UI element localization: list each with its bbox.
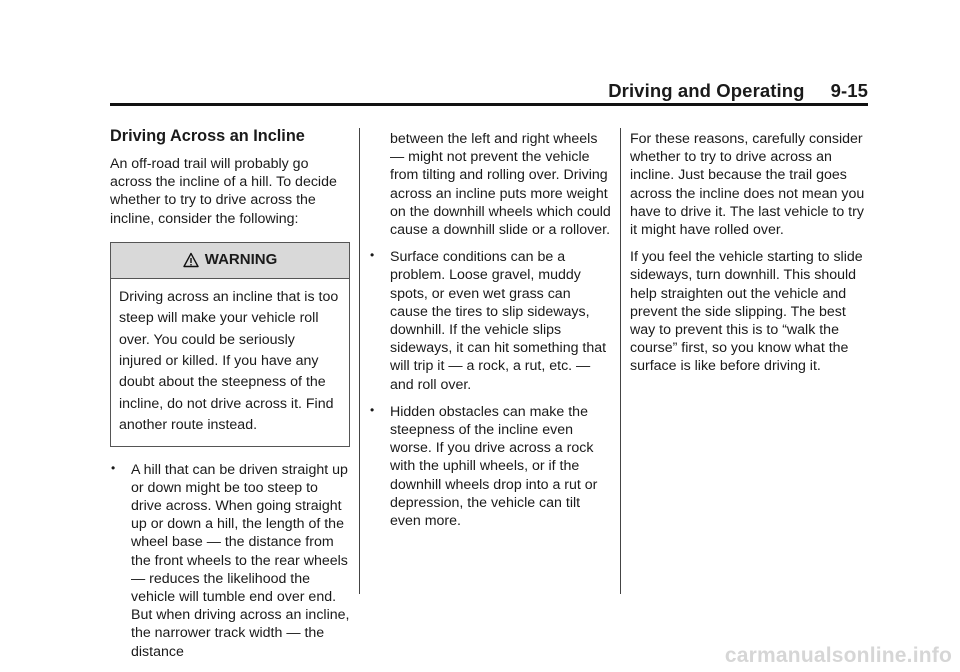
list-item — [369, 248, 611, 394]
intro-paragraph: An off-road trail will probably go across the incline of a hill. To decide whether to try to drive across the incline, consider the following: — [110, 156, 337, 227]
watermark: carmanualsonline.info — [724, 644, 952, 667]
warning-header — [111, 243, 349, 279]
page-number: 9-15 — [830, 80, 868, 101]
column-divider — [620, 128, 621, 594]
column-1 — [110, 126, 350, 670]
bullet-icon: • — [370, 248, 375, 263]
bullet-text: Surface conditions can be a problem. Loose gravel, muddy spots, or even wet grass can cause the tires to slip sideways, downhill. If the vehicle slips sideways, it can hit something that will trip it — a rock, a rut, etc. — and roll over. — [390, 249, 607, 393]
column-3 — [630, 130, 870, 385]
bullet-icon: • — [370, 402, 375, 417]
column-divider — [359, 128, 360, 594]
paragraph: If you feel the vehicle starting to slide sideways, turn downhill. This should help straighten out the vehicle and prevent the side slipping. The best way to prevent this is to “walk the course” first, so you know what the surface is like before driving it. — [630, 249, 863, 375]
section-title: Driving and Operating — [608, 80, 805, 101]
page-header — [608, 80, 868, 102]
bullet-list — [110, 461, 350, 661]
warning-title: WARNING — [204, 251, 278, 269]
paragraph: For these reasons, carefully consider whether to try to drive across an incline. Just because the trail goes across the incline does not mean you have to drive it. The last vehicle to try it might have rolled over. — [630, 131, 865, 239]
list-item — [369, 403, 611, 530]
warning-triangle-icon — [183, 252, 199, 268]
header-rule — [110, 103, 868, 106]
bullet-continuation: between the left and right wheels — might not prevent the vehicle from tilting and rolling over. Driving across an incline puts more weight on the downhill wheels which could cause a downhill slide or a rollover. — [390, 131, 611, 239]
bullet-list — [369, 248, 611, 530]
bullet-text: A hill that can be driven straight up or down might be too steep to drive across. When going straight up or down a hill, the length of the wheel base — the distance from the front wheels to the rear wheels — reduces the likelihood the vehicle will tumble end over end. But when driving across an incline, the narrower track width — the distance — [131, 461, 350, 660]
bullet-text: Hidden obstacles can make the steepness of the incline even worse. If you drive across a rock with the uphill wheels, or if the downhill wheels drop into a rut or depression, the vehicle can tilt even more. — [390, 403, 598, 530]
warning-text: Driving across an incline that is too steep will make your vehicle roll over. You could be seriously injured or killed. If you have any doubt about the steepness of the incline, do not drive across it. Find another route instead. — [119, 288, 339, 434]
list-item — [110, 461, 350, 661]
warning-box — [110, 242, 350, 447]
section-heading: Driving Across an Incline — [110, 127, 305, 145]
bullet-icon: • — [111, 460, 116, 475]
column-2 — [369, 130, 611, 539]
